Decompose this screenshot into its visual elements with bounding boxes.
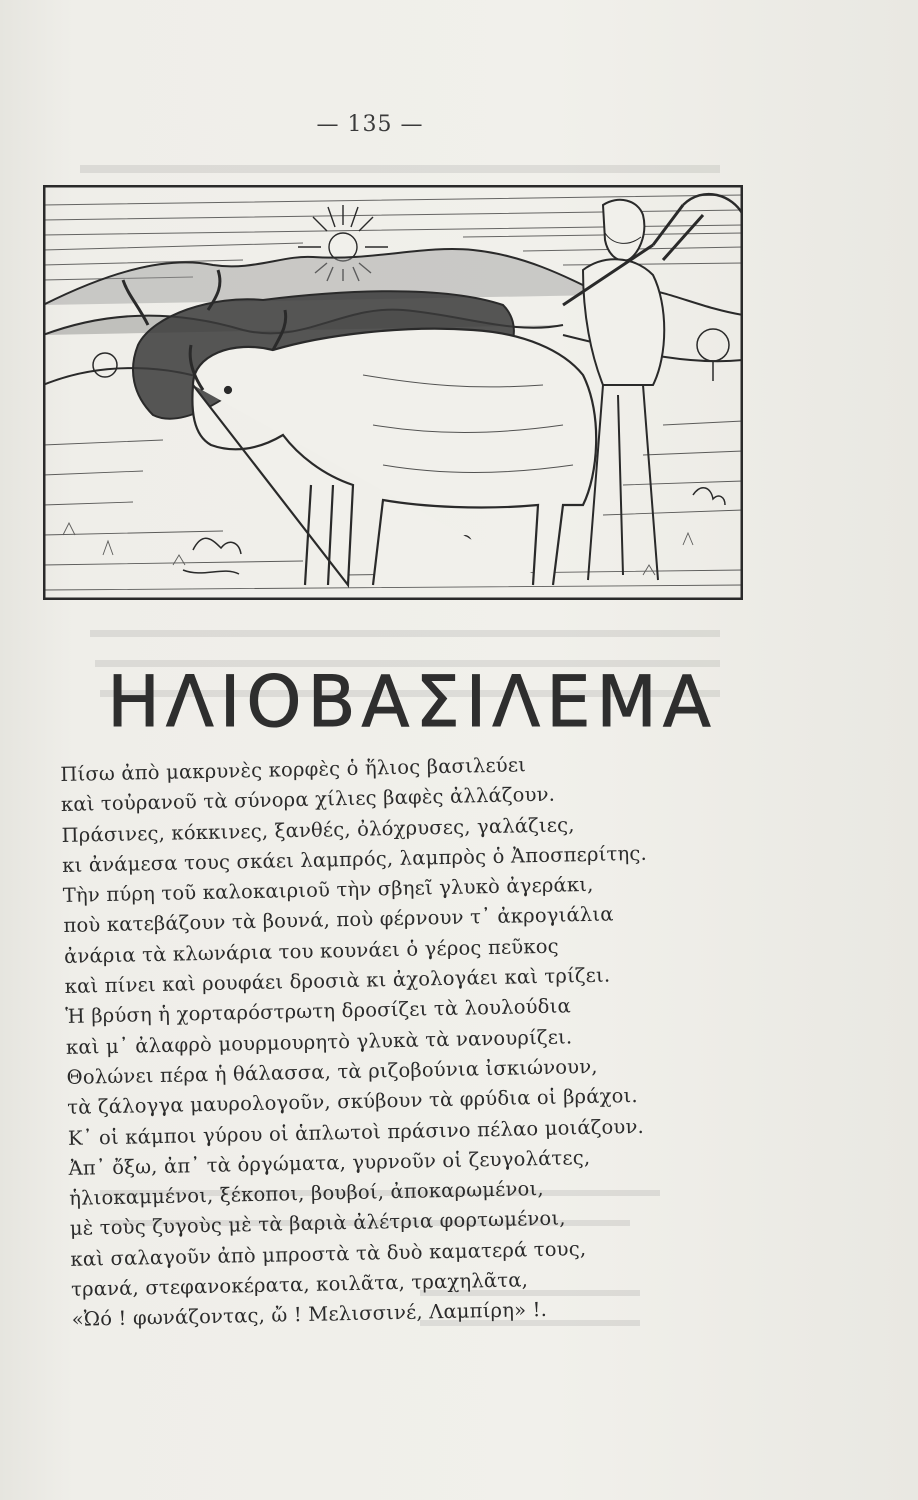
poem-line: καὶ μ᾿ ἀλαφρὸ μουρμουρητὸ γλυκὰ τὰ νανουρίζει. xyxy=(65,1025,573,1059)
poem-line: Ἡ βρύση ἡ χορταρόστρωτη δροσίζει τὰ λουλούδια xyxy=(65,994,572,1029)
poem-line: καὶ πίνει καὶ ρουφάει δροσιὰ κι ἀχολογάει καὶ τρίζει. xyxy=(64,963,611,999)
poem-body xyxy=(60,746,722,1335)
poem-line: τὰ ζάλογγα μαυρολογοῦν, σκύβουν τὰ φρύδια οἱ βράχοι. xyxy=(67,1084,639,1120)
light-ox xyxy=(190,310,596,585)
poem-title xyxy=(92,660,732,740)
poem-line: «Ὠό ! φωνάζοντας, ὤ ! Μελισσινέ, Λαμπίρη» !. xyxy=(71,1298,548,1332)
poem-line: ποὺ κατεβάζουν τὰ βουνά, ποὺ φέρνουν τ᾿ ἀκρογιάλια xyxy=(63,902,614,938)
poem-line: ἀνάρια τὰ κλωνάρια του κουνάει ὁ γέρος πεῦκος xyxy=(63,934,559,968)
poem-line: καὶ σαλαγοῦν ἀπὸ μπροστὰ τὰ δυὸ καματερά τους, xyxy=(70,1236,587,1271)
poem-title-text: ΗΛΙΟΒΑΣΙΛΕΜΑ xyxy=(107,661,717,740)
poem-line: μὲ τοὺς ζυγοὺς μὲ τὰ βαριὰ ἀλέτρια φορτωμένοι, xyxy=(69,1206,566,1241)
poem-line: κι ἀνάμεσα τους σκάει λαμπρός, λαμπρὸς ὁ Ἀποσπερίτης. xyxy=(61,841,648,877)
poem-line: τρανά, στεφανοκέρατα, κοιλᾶτα, τραχηλᾶτα, xyxy=(70,1268,529,1301)
poem-line: Ἀπ᾿ ὄξω, ἀπ᾿ τὰ ὀργώματα, γυρνοῦν οἱ ζευγολάτες, xyxy=(68,1145,591,1180)
poem-line: Πίσω ἀπὸ μακρυνὲς κορφὲς ὁ ἥλιος βασιλεύει xyxy=(60,753,527,786)
ploughman xyxy=(563,194,743,580)
poem-line: Τὴν πύρη τοῦ καλοκαιριοῦ τὴν σβηεῖ γλυκὸ ἀγεράκι, xyxy=(62,873,594,908)
poem-line: ἡλιοκαμμένοι, ξέκοποι, βουβοί, ἀποκαρωμένοι, xyxy=(68,1177,544,1211)
poem-line: Θολώνει πέρα ἡ θάλασσα, τὰ ριζοβούνια ἰσκιώνουν, xyxy=(66,1054,598,1089)
woodcut-illustration xyxy=(43,185,743,600)
poem-line: Κ᾿ οἱ κάμποι γύρου οἱ ἁπλωτοὶ πράσινο πέλαο μοιάζουν. xyxy=(67,1114,645,1150)
poem-line: καὶ τοὐρανοῦ τὰ σύνορα χίλιες βαφὲς ἀλλάζουν. xyxy=(60,782,556,817)
page-number: — 135 — xyxy=(316,112,424,137)
poem-line: Πράσινες, κόκκινες, ξανθές, ὀλόχρυσες, γαλάζιες, xyxy=(61,812,575,847)
